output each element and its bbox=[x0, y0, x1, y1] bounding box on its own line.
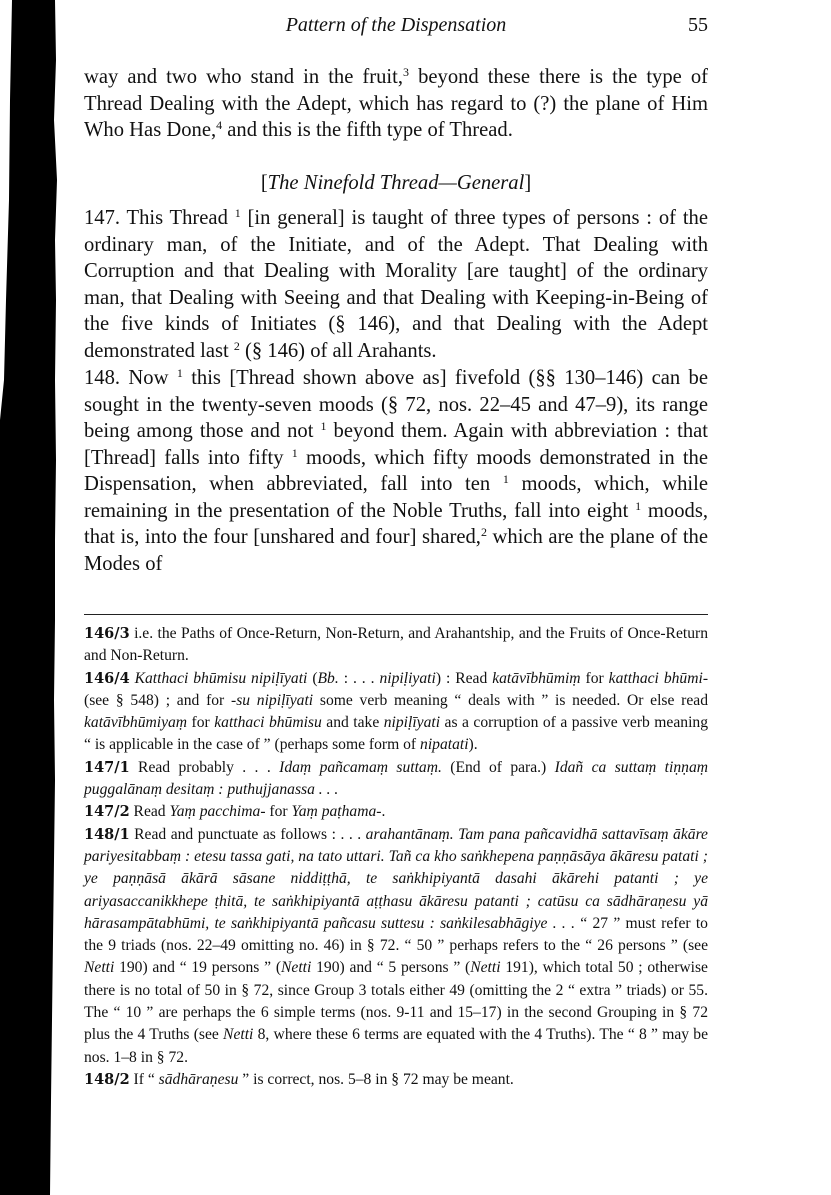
text-segment: beyond them. Again with abbreviation : that [Thread] falls into fifty bbox=[84, 420, 708, 469]
text-segment: for bbox=[187, 714, 215, 732]
text-segment: way and two who stand in the fruit, bbox=[84, 66, 404, 88]
footnote-marker: 1 bbox=[234, 206, 241, 220]
footnote-body bbox=[84, 826, 708, 1066]
footnote-ref: 148/2 bbox=[84, 1070, 130, 1088]
text-segment: and take bbox=[321, 714, 384, 732]
footnote-ref: 146/3 bbox=[84, 625, 130, 642]
bracket: ] bbox=[524, 172, 532, 194]
footnote-marker: 1 bbox=[320, 419, 327, 433]
italic-term: katthaci bhūmisu bbox=[214, 714, 322, 732]
text-segment: ) : Read bbox=[435, 669, 493, 687]
italic-term: arahantānaṃ. Tam pana pañcavidhā sattavīsaṃ ākāre pariyesitabbaṃ : etesu tassa gati, na tato uttari. Tañ ca kho saṅkhepena paṇṇāsāya ākāresu patati ; ye paṇṇāsā ākārā sāsane niddiṭṭhā, te saṅkhipiyantā dasahi ākārehi patanti ; ye ariyasaccanikkhepe ṭhitā, te saṅkhipiyantā aṭṭhasu ākāresu patanti ; catūsu ca sādhāraṇesu yā hārasampātabhūmi, te saṅkhipiyantā pañcasu suttesu : saṅkilesabhāgiye . . . bbox=[84, 825, 708, 932]
section-heading-text: The Ninefold Thread—General bbox=[267, 172, 525, 194]
text-segment: some verb meaning “ deals with ” is needed. Or else read bbox=[313, 691, 708, 709]
footnote-ref: 147/2 bbox=[84, 803, 130, 821]
italic-term: Netti bbox=[84, 959, 115, 977]
footnote-marker: 2 bbox=[480, 525, 487, 539]
footnote bbox=[84, 623, 708, 668]
text-segment: this [Thread shown above as] fivefold (§§ 130–146) can be sought in the twenty-seven moods (§ 72, nos. 22–45 and 47–9), its range being among those and not bbox=[84, 367, 708, 442]
text-segment: as a corruption of a passive verb meaning “ is applicable in the case of ” (perhaps some form of bbox=[84, 714, 708, 754]
text-segment: beyond these there is the type of Thread Dealing with the Adept, which has regard to (?) the plane of Him Who Has Done, bbox=[84, 66, 708, 141]
italic-term: katāvībhūmiṃ bbox=[492, 669, 581, 687]
text-segment: (see § 548) ; and for bbox=[84, 691, 231, 709]
text-segment: [in general] is taught of three types of persons : of the ordinary man, of the Initiate, and of the Adept. That Dealing with Corruption and that Dealing with Morality [are taught] of the ordinary man, that Dealing with Seeing and that Dealing with Keeping-in-Being of the five kinds of Initiates (§ 146), and that Dealing with the Adept demonstrated last bbox=[84, 207, 708, 362]
text-segment: ” is correct, nos. 5–8 in § 72 may be meant. bbox=[238, 1070, 514, 1088]
footnote-ref: 146/4 bbox=[84, 669, 130, 687]
footnote bbox=[84, 801, 708, 823]
footnote-marker: 1 bbox=[176, 366, 183, 380]
footnote bbox=[84, 1069, 708, 1091]
text-segment: 190) and “ 19 persons ” ( bbox=[114, 959, 282, 977]
footnote-marker: 3 bbox=[403, 65, 410, 79]
page-number: 55 bbox=[688, 14, 708, 36]
footnote-body bbox=[130, 803, 386, 820]
italic-term: Netti bbox=[281, 959, 312, 977]
text-segment: If “ bbox=[129, 1070, 159, 1088]
italic-term: katthaci bhūmi- bbox=[608, 669, 709, 687]
running-head bbox=[84, 14, 708, 40]
italic-term: Katthaci bhūmisu nipiḷīyati bbox=[134, 669, 308, 687]
text-segment: 147. This Thread bbox=[84, 207, 235, 229]
italic-term: katāvībhūmiyaṃ bbox=[84, 714, 188, 732]
italic-term: Idaṃ pañcamaṃ suttaṃ. bbox=[279, 758, 442, 776]
footnote-marker: 1 bbox=[502, 472, 509, 486]
text-segment: (End of para.) bbox=[441, 758, 555, 776]
text-segment: 148. Now bbox=[84, 367, 177, 389]
footnotes bbox=[84, 623, 708, 1091]
italic-term: -su nipiḷīyati bbox=[231, 691, 314, 709]
italic-term: Yaṃ paṭhama- bbox=[291, 803, 382, 821]
footnote bbox=[84, 757, 708, 802]
text-segment: Read bbox=[129, 803, 170, 821]
text-segment: ). bbox=[468, 736, 478, 754]
text-segment: “ 27 ” must refer to the 9 triads (nos. 22–49 omitting no. 46) in § 72. “ 50 ” perhaps refers to the “ 26 persons ” (see bbox=[84, 914, 708, 955]
footnote-ref: 148/1 bbox=[84, 825, 130, 843]
text-segment: : . . . bbox=[338, 669, 380, 687]
text-segment: for bbox=[580, 669, 609, 687]
footnote-marker: 4 bbox=[216, 118, 223, 132]
text-segment: moods, which, while remaining in the presentation of the Noble Truths, fall into eight bbox=[84, 473, 708, 522]
italic-term: Netti bbox=[470, 959, 501, 977]
text-segment: 190) and “ 5 persons ” ( bbox=[311, 959, 471, 977]
text-segment: (§ 146) of all Arahants. bbox=[239, 339, 437, 362]
footnote-body bbox=[84, 670, 708, 754]
text-segment: 8, where these 6 terms are equated with the 4 Truths). The “ 8 ” may be nos. 1–8 in § 72. bbox=[84, 1026, 708, 1066]
footnote-body bbox=[84, 759, 708, 798]
italic-term: nipiḷīyati bbox=[383, 714, 441, 732]
footnote-marker: 1 bbox=[291, 445, 298, 460]
running-title: Pattern of the Dispensation bbox=[285, 14, 507, 36]
bracket: [ bbox=[260, 172, 268, 194]
text-segment: and this is the fifth type of Thread. bbox=[222, 119, 513, 141]
italic-term: Netti bbox=[223, 1026, 254, 1044]
paragraph-148 bbox=[84, 365, 708, 577]
text-segment: which are the plane of the Modes of bbox=[84, 526, 708, 575]
binding-shadow bbox=[0, 0, 60, 1195]
section-heading bbox=[84, 172, 708, 195]
footnote-marker: 2 bbox=[233, 338, 240, 353]
footnote-body bbox=[84, 625, 708, 664]
text-segment: for bbox=[265, 803, 292, 821]
footnote bbox=[84, 824, 708, 1069]
italic-term: sādhāraṇesu bbox=[158, 1070, 239, 1088]
italic-term: Bb. bbox=[317, 669, 339, 687]
continued-paragraph bbox=[84, 64, 708, 144]
footnote-separator bbox=[84, 614, 708, 615]
text-segment: Read probably . . . bbox=[129, 758, 280, 776]
text-segment: Read and punctuate as follows : . . . bbox=[129, 825, 366, 843]
text-segment: moods, which fifty moods demonstrated in the Dispensation, when abbreviated, fall into ten bbox=[84, 446, 708, 495]
italic-term: Idañ ca suttaṃ tiṇṇaṃ puggalānaṃ desitaṃ : puthujjanassa . . . bbox=[84, 758, 708, 799]
italic-term: nipatati bbox=[420, 736, 469, 754]
italic-term: Yaṃ pacchima- bbox=[169, 803, 266, 821]
italic-term: nipiḷiyati bbox=[379, 669, 436, 687]
text-segment: 191), which total 50 ; otherwise there is no total of 50 in § 72, since Group 3 totals either 49 (omitting the 2 “ extra ” triads) or 55. The “ 10 ” are perhaps the 6 simple terms (nos. 9-11 and 15–17) in the second Grouping in § 72 plus the 4 Truths (see bbox=[84, 959, 708, 1044]
footnote-ref: 147/1 bbox=[84, 758, 130, 776]
text-segment: i.e. the Paths of Once-Return, Non-Return, and Arahantship, and the Fruits of Once-Return and Non-Return. bbox=[84, 625, 708, 665]
text-segment: . bbox=[381, 803, 386, 821]
paragraph-147 bbox=[84, 205, 708, 364]
text-segment: ( bbox=[307, 669, 318, 687]
footnote-marker: 1 bbox=[635, 498, 642, 513]
footnote bbox=[84, 668, 708, 757]
footnote-body bbox=[130, 1071, 514, 1088]
text-segment: moods, that is, into the four [unshared and four] shared, bbox=[84, 499, 708, 548]
